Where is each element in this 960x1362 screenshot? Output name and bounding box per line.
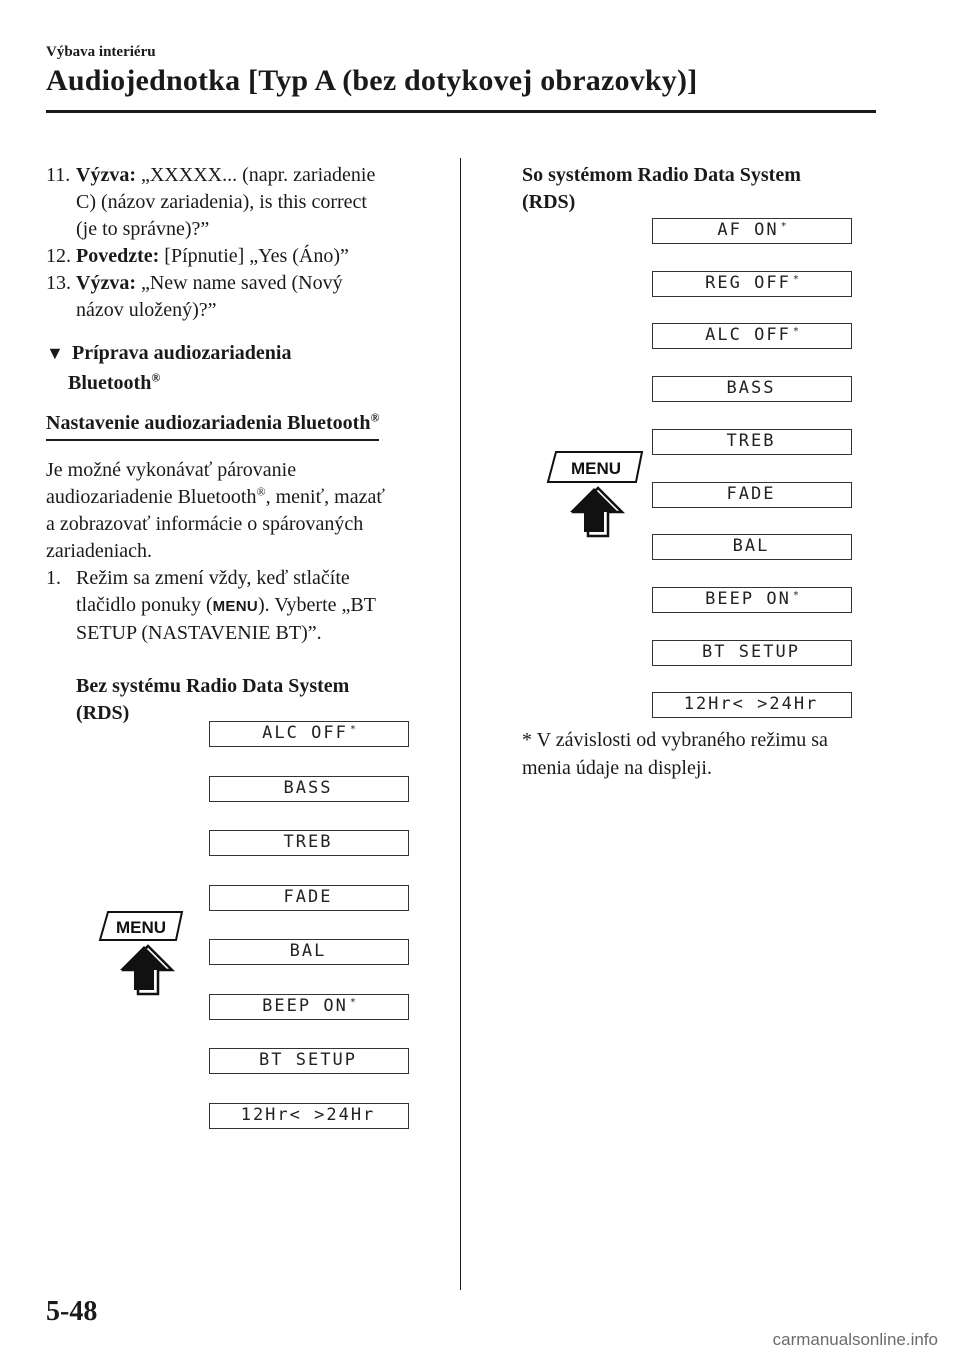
variant-heading-no-rds: Bez systému Radio Data System (RDS)	[76, 675, 350, 724]
step-number: 11.	[46, 164, 71, 186]
display-asterisk: *	[792, 589, 799, 601]
step-13	[46, 270, 446, 324]
step-number: 1.	[46, 567, 61, 589]
left-display-5	[209, 994, 409, 1020]
display-text: AF ON	[717, 220, 779, 240]
page-title: Audiojednotka [Typ A (bez dotykovej obrazovky)]	[46, 64, 698, 97]
display-text: BT SETUP	[259, 1050, 357, 1070]
step-1: 1. Režim sa zmení vždy, keď stlačíte tlačidlo ponuky (MENU). Vyberte „BT SETUP (NASTAVENIE BT)”.	[46, 567, 376, 644]
sub-heading-line1: Príprava audiozariadenia	[72, 342, 292, 364]
left-display-6	[209, 1048, 409, 1074]
step-keyword: Výzva:	[76, 272, 136, 294]
right-display-8	[652, 640, 852, 666]
display-asterisk: *	[780, 221, 787, 232]
step-12	[46, 243, 446, 270]
display-text: BEEP ON	[705, 588, 791, 609]
right-display-2	[652, 323, 852, 349]
display-text: 12Hr< >24Hr	[240, 1104, 376, 1125]
display-text: TREB	[726, 430, 776, 451]
right-display-5	[652, 482, 852, 508]
variant-heading-rds: So systémom Radio Data System (RDS)	[522, 164, 801, 213]
column-divider	[460, 158, 461, 1290]
step-keyword: Výzva:	[76, 164, 136, 186]
section-label: Výbava interiéru	[46, 44, 156, 60]
step-text: „XXXXX... (napr. zariadenie	[140, 164, 376, 186]
display-text: ALC OFF	[705, 325, 791, 346]
triangle-bullet-icon: ▼	[46, 343, 64, 363]
page-number: 5-48	[46, 1296, 98, 1327]
display-text: BASS	[283, 777, 333, 798]
display-text: BAL	[289, 941, 327, 961]
left-display-2	[209, 830, 409, 856]
display-text: BAL	[732, 536, 770, 557]
left-column	[46, 162, 446, 727]
step-text: „New name saved (Nový	[140, 272, 343, 294]
menu-inline-label: MENU	[212, 598, 259, 615]
sub-heading	[46, 338, 446, 398]
right-display-1	[652, 271, 852, 297]
right-display-9	[652, 692, 852, 718]
display-text: BT SETUP	[702, 641, 800, 662]
menu-button-icon	[546, 450, 646, 540]
underline-heading: Nastavenie audiozariadenia Bluetooth®	[46, 410, 379, 441]
display-text: TREB	[283, 832, 333, 852]
left-display-3	[209, 885, 409, 911]
right-display-0	[652, 218, 852, 244]
left-display-1	[209, 776, 409, 802]
display-asterisk: *	[349, 996, 356, 1008]
display-text: FADE	[726, 483, 776, 504]
left-display-0	[209, 721, 409, 747]
menu-button-label: MENU	[115, 918, 167, 937]
display-text: 12Hr< >24Hr	[683, 694, 819, 715]
display-text: BEEP ON	[262, 995, 348, 1016]
menu-button-icon	[98, 910, 184, 1000]
step-11	[46, 162, 446, 243]
display-text: FADE	[283, 886, 333, 907]
footnote: * V závislosti od vybraného režimu sa menia údaje na displeji.	[522, 729, 828, 779]
left-display-7	[209, 1103, 409, 1129]
step-text: názov uložený)?”	[76, 299, 217, 321]
right-display-4	[652, 429, 852, 455]
sub-heading-line2: Bluetooth	[68, 372, 152, 394]
display-asterisk: *	[349, 724, 356, 735]
display-text: ALC OFF	[262, 723, 348, 743]
step-number: 12.	[46, 245, 71, 267]
watermark: carmanualsonline.info	[772, 1330, 938, 1349]
right-display-7	[652, 587, 852, 613]
display-asterisk: *	[792, 273, 799, 285]
intro-paragraph: Je možné vykonávať párovanie audiozariadenie Bluetooth®, meniť, mazať a zobrazovať informácie o spárovaných zariadeniach.	[46, 459, 385, 562]
title-rule	[46, 110, 876, 113]
step-text: C) (názov zariadenia), is this correct	[76, 191, 367, 213]
step-text: [Pípnutie] „Yes (Áno)”	[164, 245, 349, 267]
right-display-3	[652, 376, 852, 402]
display-asterisk: *	[792, 326, 799, 338]
svg-text:MENU: MENU	[570, 459, 622, 478]
step-keyword: Povedzte:	[76, 245, 160, 267]
left-display-4	[209, 939, 409, 965]
step-number: 13.	[46, 272, 71, 294]
display-text: REG OFF	[705, 272, 791, 293]
right-display-6	[652, 534, 852, 560]
step-text: (je to správne)?”	[76, 218, 210, 240]
display-text: BASS	[726, 378, 776, 399]
registered-mark: ®	[151, 370, 161, 385]
right-column	[522, 162, 902, 216]
